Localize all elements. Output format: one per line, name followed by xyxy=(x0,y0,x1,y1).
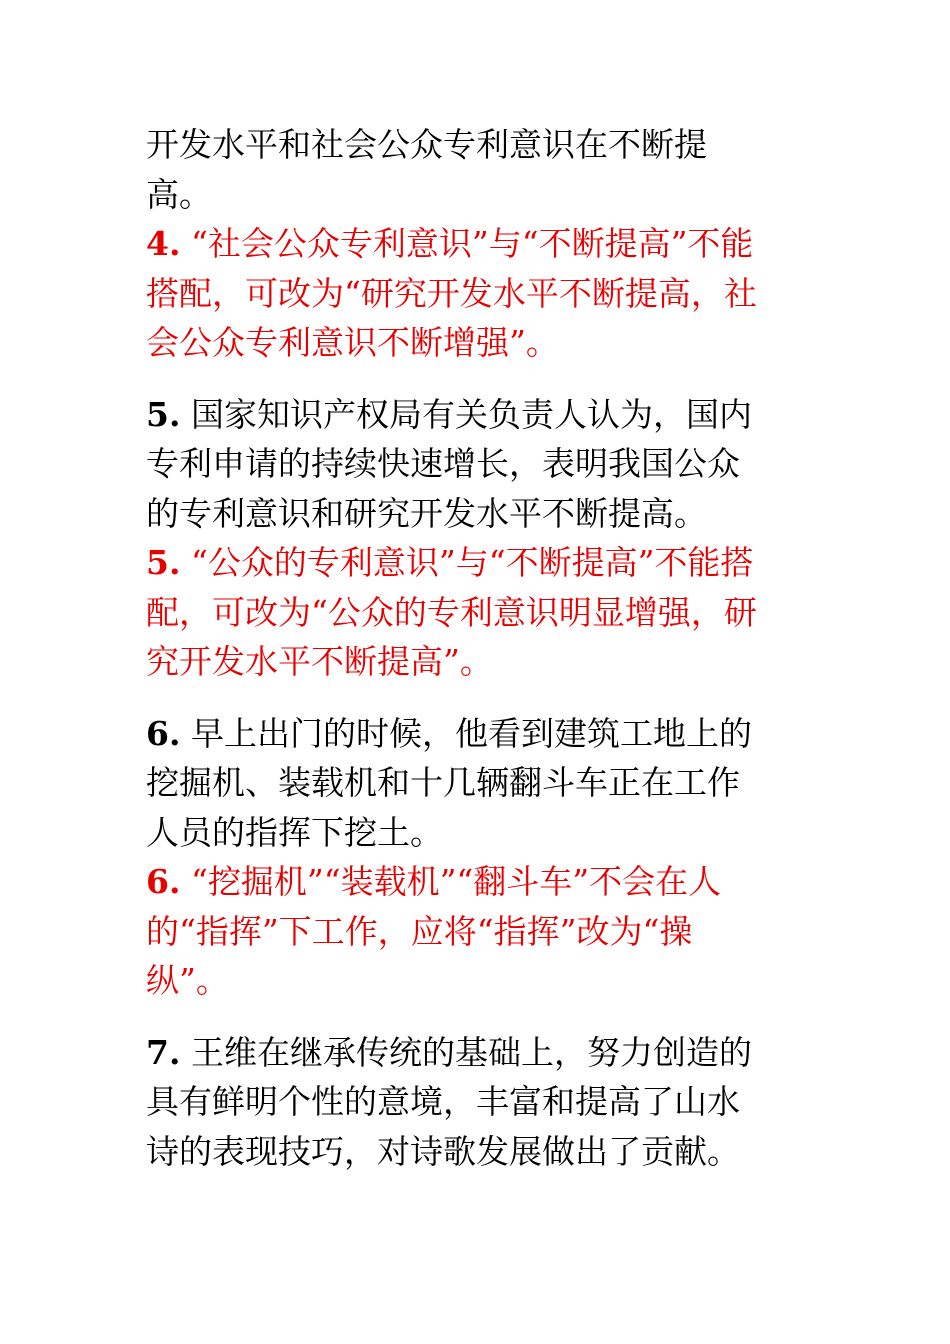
question-3-tail xyxy=(146,120,806,219)
text-line: 人员的指挥下挖土。 xyxy=(146,812,443,852)
text-line: 的“指挥”下工作，应将“指挥”改为“操 xyxy=(146,911,693,951)
text-segment: 国家知识产权局有关负责人认为，国内 xyxy=(190,394,752,434)
text-line: 纵”。 xyxy=(146,961,229,1000)
text-line xyxy=(146,538,806,588)
question-5 xyxy=(146,390,806,539)
text-line xyxy=(146,709,806,759)
text-line: 搭配，可改为“研究开发水平不断提高，社 xyxy=(146,273,757,313)
text-segment: 王维在继承传统的基础上，努力创造的 xyxy=(190,1032,752,1072)
text-segment: “社会公众专利意识”与“不断提高”不能 xyxy=(190,224,754,263)
text-line: 开发水平和社会公众专利意识在不断提 xyxy=(146,125,707,164)
text-line: 配，可改为“公众的专利意识明显增强，研 xyxy=(146,592,757,632)
text-line xyxy=(146,219,806,269)
item-number: 6. xyxy=(146,862,181,901)
item-number: 7. xyxy=(146,1032,181,1072)
text-segment: 早上出门的时候，他看到建筑工地上的 xyxy=(190,713,752,753)
answer-5 xyxy=(146,538,806,687)
text-line: 诗的表现技巧，对诗歌发展做出了贡献。 xyxy=(146,1131,740,1171)
answer-4 xyxy=(146,219,806,368)
item-number: 5. xyxy=(146,394,181,434)
text-line: 专利申请的持续快速增长，表明我国公众 xyxy=(146,444,740,483)
item-number: 5. xyxy=(146,543,181,582)
document-page xyxy=(146,120,806,1176)
text-line xyxy=(146,857,806,907)
text-line xyxy=(146,1028,806,1078)
text-line: 挖掘机、装载机和十几辆翻斗车正在工作 xyxy=(146,763,740,802)
text-line: 高。 xyxy=(146,174,212,214)
text-segment: “公众的专利意识”与“不断提高”不能搭 xyxy=(190,543,754,582)
item-number: 6. xyxy=(146,713,181,753)
item-number: 4. xyxy=(146,224,181,263)
question-7 xyxy=(146,1028,806,1177)
text-line: 究开发水平不断提高”。 xyxy=(146,642,493,681)
text-segment: “挖掘机”“装载机”“翻斗车”不会在人 xyxy=(190,862,722,901)
text-line: 的专利意识和研究开发水平不断提高。 xyxy=(146,493,707,533)
text-line: 具有鲜明个性的意境，丰富和提高了山水 xyxy=(146,1082,740,1121)
question-6 xyxy=(146,709,806,858)
text-line: 会公众专利意识不断增强”。 xyxy=(146,323,559,362)
text-line xyxy=(146,390,806,440)
answer-6 xyxy=(146,857,806,1006)
